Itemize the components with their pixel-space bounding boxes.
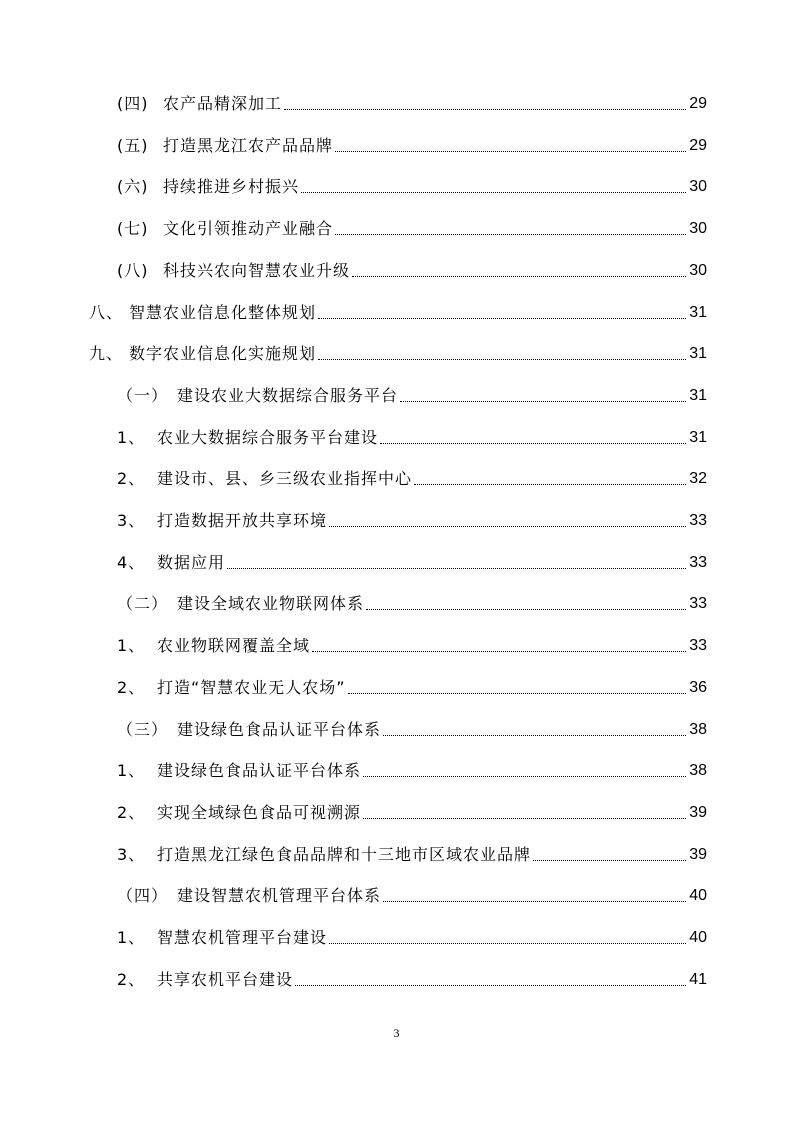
toc-dot-leader bbox=[352, 275, 686, 277]
toc-entry-marker: 八、 bbox=[89, 302, 124, 322]
toc-entry[interactable] bbox=[117, 131, 707, 157]
toc-entry-marker: 2、 bbox=[117, 469, 146, 489]
toc-entry-page-number: 40 bbox=[689, 929, 707, 946]
toc-entry-title: 建设农业大数据综合服务平台 bbox=[177, 385, 399, 405]
toc-dot-leader bbox=[363, 817, 686, 819]
toc-entry-marker: 2、 bbox=[117, 802, 146, 822]
toc-entry-page-number: 39 bbox=[689, 845, 707, 863]
toc-entry-marker: 1、 bbox=[117, 636, 146, 656]
toc-dot-leader bbox=[318, 358, 686, 360]
toc-entry-label bbox=[117, 593, 364, 615]
toc-entry[interactable] bbox=[117, 423, 707, 449]
toc-entry-page-number: 30 bbox=[689, 178, 707, 196]
toc-dot-leader bbox=[380, 442, 686, 444]
toc-dot-leader bbox=[295, 984, 686, 986]
toc-entry-title: 数据应用 bbox=[157, 552, 226, 572]
toc-entry-label bbox=[117, 969, 293, 991]
toc-entry-title: 数字农业信息化实施规划 bbox=[129, 344, 317, 364]
toc-entry-title: 建设智慧农机管理平台体系 bbox=[177, 886, 382, 906]
toc-dot-leader bbox=[312, 650, 686, 652]
toc-entry[interactable] bbox=[117, 756, 707, 782]
toc-entry[interactable] bbox=[117, 548, 707, 574]
toc-entry[interactable] bbox=[117, 840, 707, 866]
toc-dot-leader bbox=[348, 692, 687, 694]
toc-entry[interactable] bbox=[117, 214, 707, 240]
toc-entry[interactable] bbox=[117, 172, 707, 198]
toc-entry-page-number: 31 bbox=[689, 303, 707, 321]
toc-entry[interactable] bbox=[117, 256, 707, 282]
toc-dot-leader bbox=[301, 191, 686, 193]
toc-entry-label bbox=[117, 927, 327, 949]
toc-entry-marker: (六) bbox=[117, 177, 149, 197]
toc-entry-marker: 2、 bbox=[117, 969, 146, 989]
toc-entry-label bbox=[117, 885, 381, 907]
toc-entry-title: 实现全域绿色食品可视溯源 bbox=[157, 802, 362, 822]
toc-entry[interactable] bbox=[117, 381, 707, 407]
toc-dot-leader bbox=[383, 900, 686, 902]
toc-entry-label bbox=[117, 427, 378, 449]
toc-entry-title: 打造黑龙江农产品品牌 bbox=[163, 135, 334, 155]
toc-entry-label bbox=[117, 552, 225, 574]
toc-entry-page-number: 33 bbox=[689, 553, 707, 571]
toc-entry-marker: 2、 bbox=[117, 677, 146, 697]
toc-entry[interactable] bbox=[117, 673, 707, 699]
toc-entry-label bbox=[117, 760, 361, 782]
toc-entry-label bbox=[117, 635, 310, 657]
toc-entry-page-number: 33 bbox=[689, 595, 707, 613]
toc-entry-page-number: 38 bbox=[689, 720, 707, 738]
toc-dot-leader bbox=[366, 608, 686, 610]
toc-entry-title: 农产品精深加工 bbox=[163, 94, 283, 113]
toc-entry-page-number: 32 bbox=[689, 470, 707, 488]
toc-entry-title: 建设绿色食品认证平台体系 bbox=[177, 719, 382, 739]
toc-entry-page-number: 38 bbox=[689, 762, 707, 780]
toc-entry-marker: 3、 bbox=[117, 511, 146, 530]
toc-entry-label bbox=[117, 719, 381, 741]
toc-entry-label bbox=[117, 93, 282, 115]
toc-entry-marker: (八) bbox=[117, 260, 149, 280]
toc-entry-page-number: 41 bbox=[689, 970, 707, 988]
toc-entry-title: 智慧农业信息化整体规划 bbox=[129, 302, 317, 322]
toc-entry[interactable] bbox=[117, 589, 707, 615]
toc-entry-title: 智慧农机管理平台建设 bbox=[157, 928, 328, 947]
toc-entry[interactable] bbox=[117, 965, 707, 991]
toc-entry-label bbox=[117, 844, 531, 866]
toc-entry-marker: 1、 bbox=[117, 928, 146, 947]
toc-entry-page-number: 29 bbox=[689, 136, 707, 154]
toc-entry-title: 科技兴农向智慧农业升级 bbox=[163, 260, 351, 280]
toc-entry-label bbox=[117, 218, 333, 240]
toc-entry-page-number: 31 bbox=[689, 428, 707, 446]
toc-dot-leader bbox=[227, 567, 686, 569]
toc-entry-title: 文化引领推动产业融合 bbox=[163, 219, 334, 239]
toc-entry-title: 农业大数据综合服务平台建设 bbox=[157, 427, 379, 447]
toc-entry[interactable] bbox=[117, 464, 707, 490]
toc-dot-leader bbox=[329, 942, 686, 944]
toc-entry-marker: 4、 bbox=[117, 552, 146, 572]
toc-dot-leader bbox=[335, 233, 686, 235]
toc-dot-leader bbox=[329, 525, 686, 527]
toc-entry-page-number: 33 bbox=[689, 637, 707, 655]
toc-entry-label bbox=[117, 260, 350, 282]
toc-entry-marker: (四) bbox=[117, 94, 149, 113]
page-number: 3 bbox=[393, 1026, 400, 1040]
toc-entry-marker: （三） bbox=[117, 719, 169, 739]
toc-entry-label bbox=[89, 343, 316, 365]
toc-entry-marker: （二） bbox=[117, 594, 169, 614]
toc-dot-leader bbox=[284, 108, 686, 110]
toc-entry-title: 建设绿色食品认证平台体系 bbox=[157, 761, 362, 781]
toc-entry-marker: (五) bbox=[117, 135, 149, 155]
toc-entry-marker: 1、 bbox=[117, 761, 146, 781]
toc-entry[interactable] bbox=[117, 89, 707, 115]
toc-entry-title: 建设全域农业物联网体系 bbox=[177, 594, 365, 614]
toc-entry-marker: （一） bbox=[117, 385, 169, 405]
toc-dot-leader bbox=[363, 775, 686, 777]
toc-entry-marker: (七) bbox=[117, 219, 149, 239]
toc-dot-leader bbox=[318, 317, 686, 319]
toc-entry-label bbox=[89, 302, 316, 324]
toc-entry-label bbox=[117, 677, 346, 699]
toc-entry-page-number: 29 bbox=[689, 95, 707, 112]
toc-entry-title: 打造“智慧农业无人农场” bbox=[157, 677, 346, 697]
toc-entry-title: 建设市、县、乡三级农业指挥中心 bbox=[157, 469, 413, 489]
toc-dot-leader bbox=[400, 400, 686, 402]
toc-entry-title: 打造黑龙江绿色食品品牌和十三地市区域农业品牌 bbox=[157, 844, 532, 864]
toc-entry[interactable] bbox=[117, 923, 707, 949]
toc-entry[interactable] bbox=[89, 339, 707, 365]
toc-entry[interactable] bbox=[117, 798, 707, 824]
toc-entry-title: 农业物联网覆盖全域 bbox=[157, 636, 311, 656]
toc-entry[interactable] bbox=[89, 298, 707, 324]
toc-entry-marker: （四） bbox=[117, 886, 169, 906]
toc-entry-marker: 1、 bbox=[117, 427, 146, 447]
toc-dot-leader bbox=[533, 859, 686, 861]
toc-dot-leader bbox=[414, 483, 686, 485]
toc-entry-label bbox=[117, 468, 412, 490]
toc-entry-page-number: 31 bbox=[689, 386, 707, 404]
toc-entry-title: 共享农机平台建设 bbox=[157, 969, 294, 989]
toc-entry-page-number: 33 bbox=[689, 512, 707, 529]
toc-entry-marker: 3、 bbox=[117, 844, 146, 864]
toc-entry-label bbox=[117, 802, 361, 824]
toc-dot-leader bbox=[335, 150, 686, 152]
toc-entry[interactable] bbox=[117, 881, 707, 907]
toc-dot-leader bbox=[383, 734, 686, 736]
toc-entry-page-number: 30 bbox=[689, 261, 707, 279]
toc-entry-page-number: 30 bbox=[689, 220, 707, 238]
toc-entry-marker: 九、 bbox=[89, 344, 124, 364]
toc-entry-label bbox=[117, 135, 333, 157]
toc-entry[interactable] bbox=[117, 631, 707, 657]
toc-entry-page-number: 31 bbox=[689, 345, 707, 363]
toc-entry-label bbox=[117, 176, 299, 198]
toc-entry-page-number: 40 bbox=[689, 887, 707, 905]
toc-entry[interactable] bbox=[117, 506, 707, 532]
toc-entry-title: 持续推进乡村振兴 bbox=[163, 177, 300, 197]
toc-entry-title: 打造数据开放共享环境 bbox=[157, 511, 328, 530]
toc-entry-page-number: 36 bbox=[689, 678, 707, 696]
toc-entry-label bbox=[117, 510, 327, 532]
toc-entry-label bbox=[117, 385, 398, 407]
toc-entry[interactable] bbox=[117, 715, 707, 741]
toc-entry-page-number: 39 bbox=[689, 803, 707, 821]
